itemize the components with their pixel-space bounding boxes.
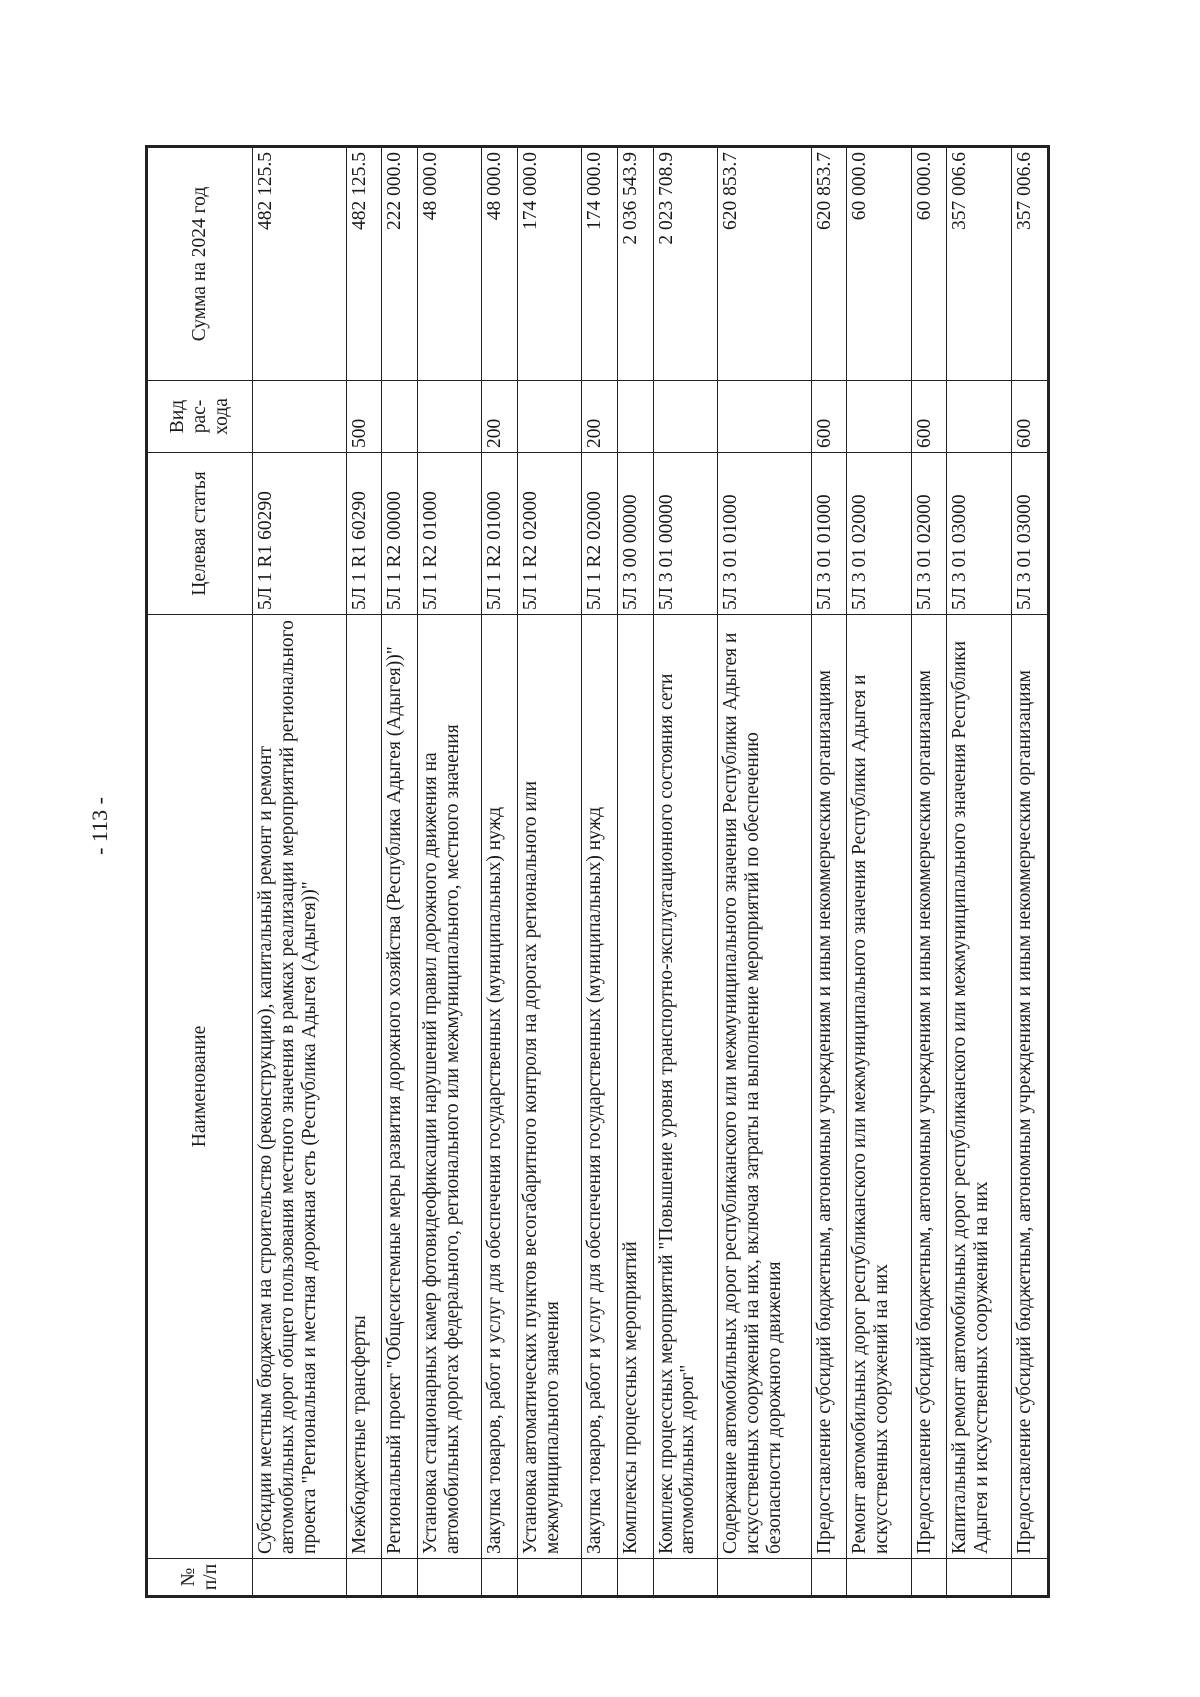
table-row (911, 147, 947, 1597)
cell-sum: 357 006.6 (1012, 147, 1049, 381)
cell-name: Межбюджетные трансферты (346, 615, 382, 1559)
cell-num (1012, 1559, 1049, 1597)
budget-table (145, 145, 1050, 1598)
cell-name: Установка автоматических пунктов весогабаритного контроля на дорогах регионального или межмуниципального значения (517, 615, 582, 1559)
cell-code: 5Л 3 01 01000 (811, 453, 847, 615)
cell-code: 5Л 3 00 00000 (618, 453, 654, 615)
cell-sum: 60 000.0 (847, 147, 912, 381)
cell-num (346, 1559, 382, 1597)
cell-sum: 482 125.5 (253, 147, 347, 381)
cell-code: 5Л 1 R2 00000 (382, 453, 418, 615)
cell-name: Предоставление субсидий бюджетным, автономным учреждениям и иным некоммерческим организациям (811, 615, 847, 1559)
table-row (253, 147, 347, 1597)
cell-code: 5Л 1 R2 01000 (417, 453, 482, 615)
cell-vid: 600 (811, 381, 847, 453)
cell-vid (382, 381, 418, 453)
cell-vid: 500 (346, 381, 382, 453)
cell-sum: 620 853.7 (718, 147, 812, 381)
cell-sum: 174 000.0 (517, 147, 582, 381)
cell-vid: 200 (582, 381, 618, 453)
cell-num (253, 1559, 347, 1597)
cell-name: Ремонт автомобильных дорог республиканского или межмуниципального значения Республики Адыгея и искусственных сооружений на них (847, 615, 912, 1559)
cell-sum: 222 000.0 (382, 147, 418, 381)
table-row (417, 147, 482, 1597)
cell-vid: 200 (482, 381, 518, 453)
table-row (1012, 147, 1049, 1597)
table-row (346, 147, 382, 1597)
cell-vid (253, 381, 347, 453)
cell-sum: 174 000.0 (582, 147, 618, 381)
cell-vid (517, 381, 582, 453)
cell-code: 5Л 3 01 03000 (947, 453, 1012, 615)
table-header-row (147, 147, 253, 1597)
cell-code: 5Л 3 01 01000 (718, 453, 812, 615)
cell-vid (947, 381, 1012, 453)
cell-num (382, 1559, 418, 1597)
cell-num (417, 1559, 482, 1597)
cell-vid (718, 381, 812, 453)
cell-num (618, 1559, 654, 1597)
cell-name: Содержание автомобильных дорог республиканского или межмуниципального значения Республики Адыгея и искусственных сооружений на них, включая затраты на выполнение мероприятий по обеспечению безопасности дорожного движения (718, 615, 812, 1559)
cell-vid (847, 381, 912, 453)
cell-num (517, 1559, 582, 1597)
cell-code: 5Л 3 01 03000 (1012, 453, 1049, 615)
table-row (582, 147, 618, 1597)
cell-num (653, 1559, 718, 1597)
cell-name: Предоставление субсидий бюджетным, автономным учреждениям и иным некоммерческим организациям (911, 615, 947, 1559)
cell-name: Комплексы процессных мероприятий (618, 615, 654, 1559)
table-row (482, 147, 518, 1597)
cell-sum: 2 023 708.9 (653, 147, 718, 381)
header-code: Целевая статья (147, 453, 253, 615)
header-name: Наименование (147, 615, 253, 1559)
cell-code: 5Л 1 R1 60290 (346, 453, 382, 615)
table-row (618, 147, 654, 1597)
cell-sum: 48 000.0 (482, 147, 518, 381)
table-row (847, 147, 912, 1597)
cell-sum: 2 036 543.9 (618, 147, 654, 381)
header-num: № п/п (147, 1559, 253, 1597)
cell-num (847, 1559, 912, 1597)
rotated-table-wrapper (145, 148, 1050, 1598)
table-row (947, 147, 1012, 1597)
cell-name: Предоставление субсидий бюджетным, автономным учреждениям и иным некоммерческим организациям (1012, 615, 1049, 1559)
cell-sum: 620 853.7 (811, 147, 847, 381)
cell-code: 5Л 1 R2 02000 (582, 453, 618, 615)
header-sum: Сумма на 2024 год (147, 147, 253, 381)
cell-name: Региональный проект "Общесистемные меры развития дорожного хозяйства (Республика Адыгея (Адыгея))" (382, 615, 418, 1559)
cell-name: Закупка товаров, работ и услуг для обеспечения государственных (муниципальных) нужд (482, 615, 518, 1559)
cell-sum: 482 125.5 (346, 147, 382, 381)
cell-vid (417, 381, 482, 453)
cell-vid: 600 (911, 381, 947, 453)
cell-name: Комплекс процессных мероприятий "Повышение уровня транспортно-эксплуатационного состояния сети автомобильных дорог" (653, 615, 718, 1559)
cell-code: 5Л 1 R2 01000 (482, 453, 518, 615)
table-row (517, 147, 582, 1597)
table-row (382, 147, 418, 1597)
cell-num (911, 1559, 947, 1597)
header-vid: Вид рас-хода (147, 381, 253, 453)
cell-vid: 600 (1012, 381, 1049, 453)
cell-num (811, 1559, 847, 1597)
cell-sum: 357 006.6 (947, 147, 1012, 381)
cell-num (582, 1559, 618, 1597)
cell-code: 5Л 1 R2 02000 (517, 453, 582, 615)
cell-code: 5Л 3 01 02000 (847, 453, 912, 615)
cell-num (947, 1559, 1012, 1597)
cell-sum: 60 000.0 (911, 147, 947, 381)
table-row (653, 147, 718, 1597)
cell-code: 5Л 1 R1 60290 (253, 453, 347, 615)
cell-code: 5Л 3 01 00000 (653, 453, 718, 615)
cell-name: Закупка товаров, работ и услуг для обеспечения государственных (муниципальных) нужд (582, 615, 618, 1559)
table-row (811, 147, 847, 1597)
cell-name: Установка стационарных камер фотовидеофиксации нарушений правил дорожного движения на автомобильных дорогах федерального, регионального или межмуниципального, местного значения (417, 615, 482, 1559)
cell-sum: 48 000.0 (417, 147, 482, 381)
cell-vid (653, 381, 718, 453)
cell-name: Субсидии местным бюджетам на строительство (реконструкцию), капитальный ремонт и ремонт автомобильных дорог общего пользования местного значения в рамках реализации мероприятий регионального проекта "Региональная и местная дорожная сеть (Республика Адыгея (Адыгея))" (253, 615, 347, 1559)
cell-vid (618, 381, 654, 453)
cell-code: 5Л 3 01 02000 (911, 453, 947, 615)
table-row (718, 147, 812, 1597)
page-number: - 113 - (87, 797, 112, 855)
cell-num (718, 1559, 812, 1597)
cell-num (482, 1559, 518, 1597)
cell-name: Капитальный ремонт автомобильных дорог республиканского или межмуниципального значения Республики Адыгея и искусственных сооружений на них (947, 615, 1012, 1559)
